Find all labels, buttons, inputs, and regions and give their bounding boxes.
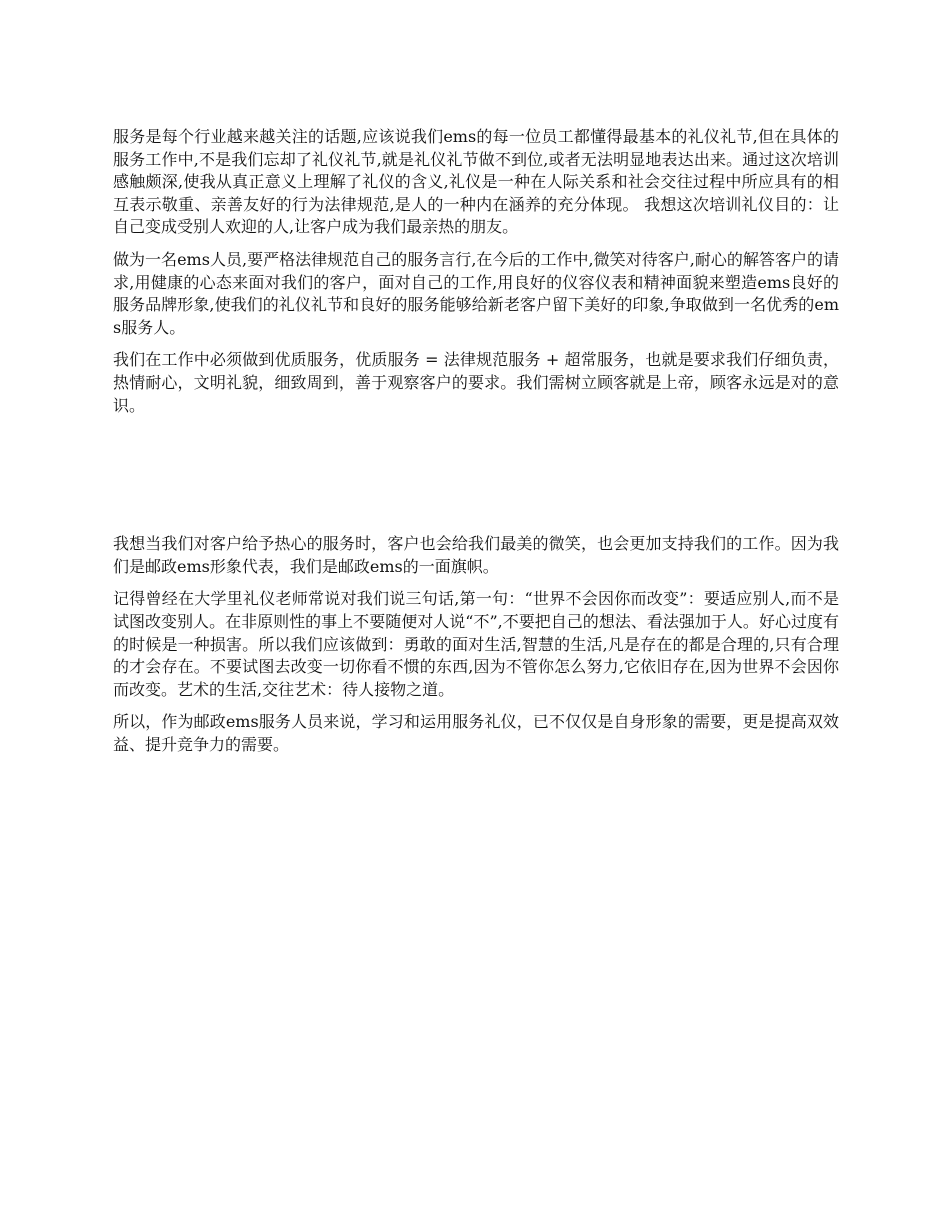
section-spacer [113, 427, 839, 533]
paragraph-ems-staff-conduct: 做为一名ems人员,要严格法律规范自己的服务言行,在今后的工作中,微笑对待客户,耐心的解答客户的请求,用健康的心态来面对我们的客户，面对自己的工作,用良好的仪容仪表和精神面貌来塑造ems良好的服务品牌形象,使我们的礼仪礼节和良好的服务能够给新老客户留下美好的印象,争取做到一名优秀的ems服务人。 [113, 249, 839, 337]
document-page [113, 126, 839, 766]
paragraph-conclusion: 所以，作为邮政ems服务人员来说，学习和运用服务礼仪，已不仅仅是自身形象的需要，更是提高双效益、提升竞争力的需要。 [113, 712, 839, 754]
paragraph-quality-service: 我们在工作中必须做到优质服务，优质服务 = 法律规范服务 + 超常服务，也就是要求我们仔细负责，热情耐心，文明礼貌，细致周到，善于观察客户的要求。我们需树立顾客就是上帝，顾客永远是对的意识。 [113, 350, 839, 415]
paragraph-customer-smile: 我想当我们对客户给予热心的服务时，客户也会给我们最美的微笑，也会更加支持我们的工作。因为我们是邮政ems形象代表，我们是邮政ems的一面旗帜。 [113, 534, 839, 576]
paragraph-teacher-three-sayings: 记得曾经在大学里礼仪老师常说对我们说三句话,第一句：“世界不会因你而改变”：要适应别人,而不是试图改变别人。在非原则性的事上不要随便对人说“不”,不要把自己的想法、看法强加于人。好心过度有的时候是一种损害。所以我们应该做到：勇敢的面对生活,智慧的生活,凡是存在的都是合理的,只有合理的才会存在。不要试图去改变一切你看不惯的东西,因为不管你怎么努力,它依旧存在,因为世界不会因你而改变。艺术的生活,交往艺术：待人接物之道。 [113, 589, 839, 699]
paragraph-service-etiquette-training: 服务是每个行业越来越关注的话题,应该说我们ems的每一位员工都懂得最基本的礼仪礼节,但在具体的服务工作中,不是我们忘却了礼仪礼节,就是礼仪礼节做不到位,或者无法明显地表达出来。通过这次培训感触颇深,使我从真正意义上理解了礼仪的含义,礼仪是一种在人际关系和社会交往过程中所应具有的相互表示敬重、亲善友好的行为法律规范,是人的一种内在涵养的充分体现。 我想这次培训礼仪目的：让自己变成受别人欢迎的人,让客户成为我们最亲热的朋友。 [113, 127, 839, 237]
